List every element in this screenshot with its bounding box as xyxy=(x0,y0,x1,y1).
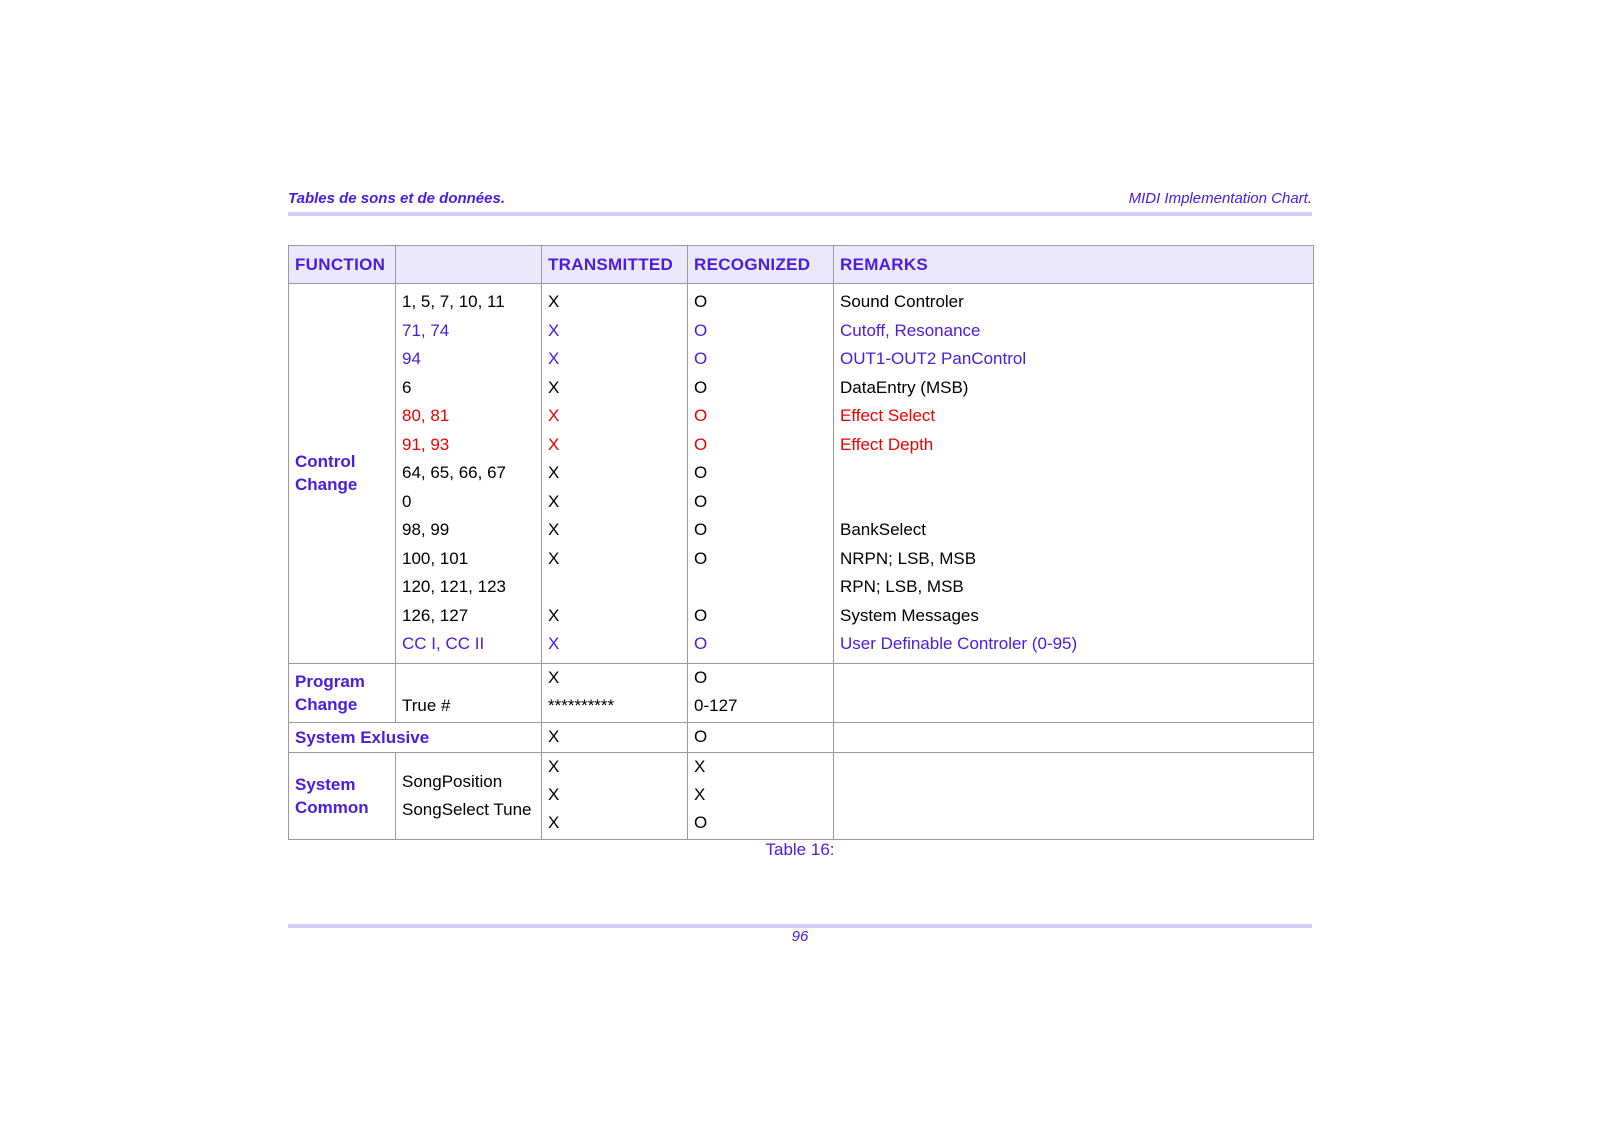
cc-cc-line: 94 xyxy=(402,349,421,368)
cc-rx-line: O xyxy=(694,406,708,425)
cc-remark-line: Effect Select xyxy=(840,406,936,425)
cc-cc-line: 120, 121, 123 xyxy=(402,577,506,596)
program-change-transmitted: X ********** xyxy=(542,663,688,722)
cc-tx-line: X xyxy=(548,320,560,340)
cc-rx-line: O xyxy=(694,320,708,340)
cc-cc-line: 64, 65, 66, 67 xyxy=(402,463,506,482)
program-change-sub: True # xyxy=(396,663,542,722)
cc-remark-line: NRPN; LSB, MSB xyxy=(840,548,977,568)
cc-remark-line: Cutoff, Resonance xyxy=(840,320,981,340)
table-header-row xyxy=(289,246,1314,284)
cc-tx-line: X xyxy=(548,349,560,368)
cc-rx-line: O xyxy=(694,434,708,454)
system-common-transmitted: X X X xyxy=(542,752,688,839)
system-exclusive-recognized: O xyxy=(688,722,834,752)
program-change-recognized: O 0-127 xyxy=(688,663,834,722)
cc-tx-line: X xyxy=(548,548,560,568)
system-exclusive-row xyxy=(289,722,1314,752)
section-title: MIDI Implementation Chart. xyxy=(1128,190,1312,207)
cc-rx-line: O xyxy=(694,520,708,539)
cc-tx-line: X xyxy=(548,406,560,425)
cc-tx-line: X xyxy=(548,491,560,511)
system-common-row xyxy=(289,752,1314,839)
cc-cc-line: 71, 74 xyxy=(402,320,450,340)
cc-tx-line: X xyxy=(548,434,560,454)
cc-cc-line: 1, 5, 7, 10, 11 xyxy=(402,292,505,311)
col-remarks: REMARKS xyxy=(834,246,1314,284)
cc-tx-line: X xyxy=(548,605,560,625)
control-change-row xyxy=(289,284,1314,664)
system-common-remarks xyxy=(834,752,1314,839)
cc-rx-line: O xyxy=(694,491,708,511)
table-caption: Table 16: xyxy=(765,840,835,859)
cc-cc-line: 80, 81 xyxy=(402,406,450,425)
chapter-title: Tables de sons et de données. xyxy=(288,190,506,207)
col-blank xyxy=(396,246,542,284)
system-exclusive-label: System Exlusive xyxy=(289,722,542,752)
col-recognized: RECOGNIZED xyxy=(688,246,834,284)
program-change-row xyxy=(289,663,1314,722)
page-number: 96 xyxy=(791,928,809,945)
cc-rx-line: O xyxy=(694,634,708,653)
cc-cc-line: 126, 127 xyxy=(402,605,469,625)
cc-cc-line: 6 xyxy=(402,377,412,397)
cc-remark-line xyxy=(834,488,1313,517)
cc-tx-line: X xyxy=(548,377,560,397)
cc-remark-line: BankSelect xyxy=(840,520,926,539)
cc-remark-line: DataEntry (MSB) xyxy=(840,377,969,397)
cc-tx-line xyxy=(542,573,687,602)
cc-cc-line: 0 xyxy=(402,491,412,511)
cc-rx-line: O xyxy=(694,605,708,625)
cc-recognized-cell xyxy=(688,284,834,664)
control-change-label: Control Change xyxy=(289,284,396,664)
cc-remark-line: User Definable Controler (0-95) xyxy=(840,634,1078,653)
cc-rx-line: O xyxy=(694,349,708,368)
cc-number-cell xyxy=(396,284,542,664)
page-header xyxy=(288,190,1312,207)
system-exclusive-remarks xyxy=(834,722,1314,752)
system-common-recognized: X X O xyxy=(688,752,834,839)
program-change-label: Program Change xyxy=(289,663,396,722)
cc-remarks-cell xyxy=(834,284,1314,664)
cc-cc-line: 91, 93 xyxy=(402,434,450,454)
system-common-sub: SongPosition SongSelect Tune xyxy=(396,752,542,839)
cc-cc-line: 98, 99 xyxy=(402,520,450,539)
header-rule xyxy=(288,212,1312,216)
cc-rx-line: O xyxy=(694,463,708,482)
midi-implementation-table xyxy=(288,245,1314,840)
cc-remark-line: RPN; LSB, MSB xyxy=(840,577,964,596)
col-function: FUNCTION xyxy=(289,246,396,284)
cc-transmitted-cell xyxy=(542,284,688,664)
cc-rx-line: O xyxy=(694,377,708,397)
cc-remark-line xyxy=(834,459,1313,488)
cc-tx-line: X xyxy=(548,520,560,539)
cc-remark-line: OUT1-OUT2 PanControl xyxy=(840,349,1027,368)
cc-tx-line: X xyxy=(548,292,560,311)
cc-rx-line xyxy=(688,573,833,602)
cc-rx-line: O xyxy=(694,292,708,311)
cc-rx-line: O xyxy=(694,548,708,568)
system-common-label: System Common xyxy=(289,752,396,839)
system-exclusive-transmitted: X xyxy=(542,722,688,752)
cc-remark-line: Effect Depth xyxy=(840,434,934,454)
cc-remark-line: Sound Controler xyxy=(840,292,964,311)
program-change-remarks xyxy=(834,663,1314,722)
col-transmitted: TRANSMITTED xyxy=(542,246,688,284)
cc-remark-line: System Messages xyxy=(840,605,979,625)
cc-tx-line: X xyxy=(548,634,560,653)
cc-cc-line: 100, 101 xyxy=(402,548,469,568)
cc-tx-line: X xyxy=(548,463,560,482)
cc-cc-line: CC I, CC II xyxy=(402,634,485,653)
